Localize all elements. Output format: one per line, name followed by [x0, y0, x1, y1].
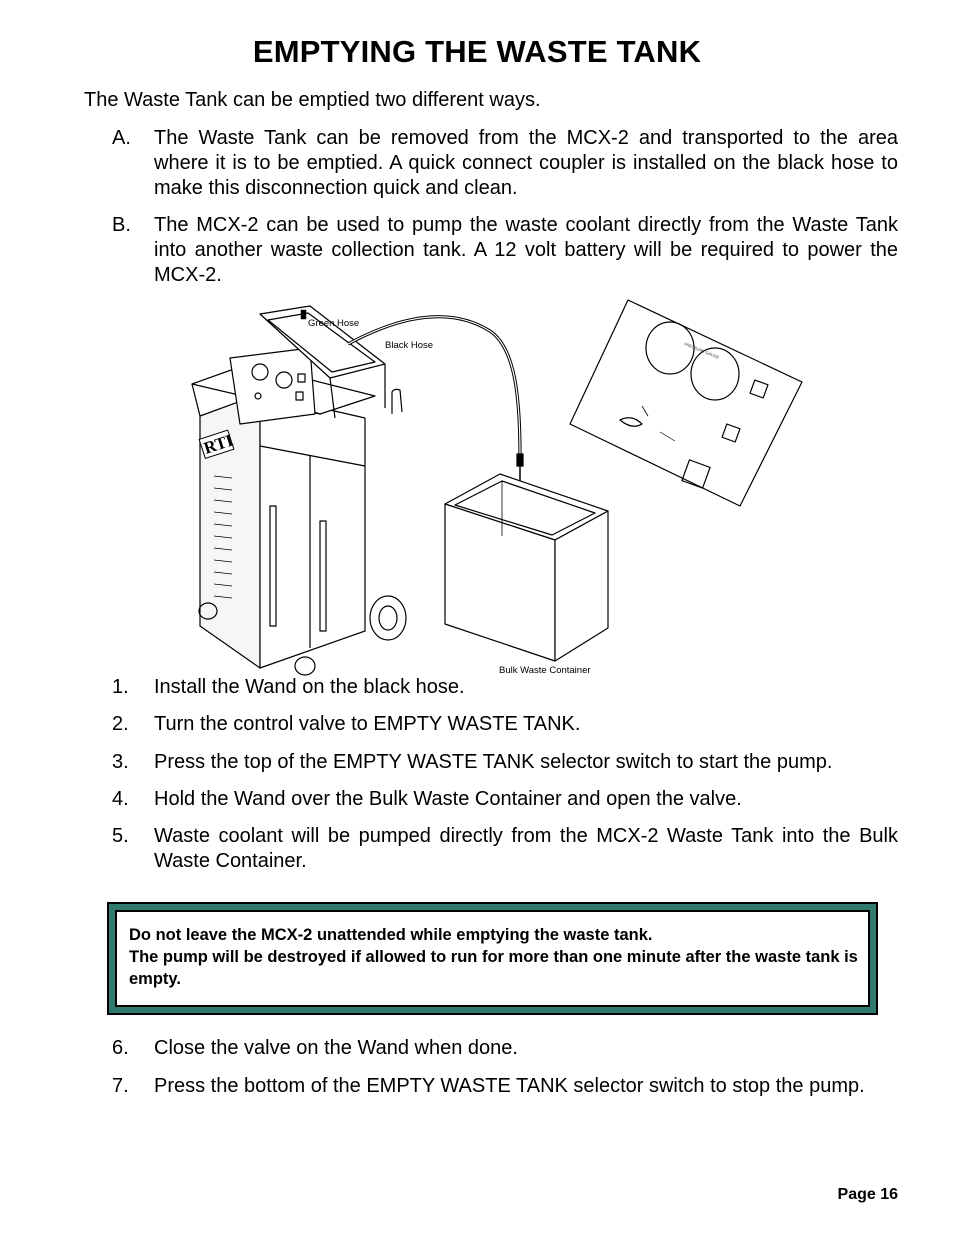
- equipment-illustration: [170, 296, 810, 686]
- page-title: EMPTYING THE WASTE TANK: [252, 34, 702, 69]
- step-text: Close the valve on the Wand when done.: [154, 1037, 518, 1059]
- list-marker: B.: [112, 214, 131, 236]
- list-marker: 4.: [112, 788, 129, 810]
- step-text: Install the Wand on the black hose.: [154, 676, 465, 698]
- step-text: Hold the Wand over the Bulk Waste Container and open the valve.: [154, 788, 742, 810]
- list-marker: 1.: [112, 676, 129, 698]
- method-a: [112, 126, 898, 201]
- step-2: [112, 712, 898, 737]
- step-text: Press the top of the EMPTY WASTE TANK selector switch to start the pump.: [154, 751, 833, 773]
- list-marker: 6.: [112, 1037, 129, 1059]
- label-bulk-waste-container: Bulk Waste Container: [499, 665, 591, 676]
- warning-content: [115, 910, 870, 1007]
- label-green-hose: Green Hose: [308, 318, 360, 329]
- list-marker: 7.: [112, 1075, 129, 1097]
- step-text: Turn the control valve to EMPTY WASTE TANK.: [154, 713, 581, 735]
- step-6: [112, 1036, 898, 1061]
- list-marker: A.: [112, 127, 131, 149]
- control-panel-detail: [570, 300, 802, 506]
- list-marker: 3.: [112, 751, 129, 773]
- step-text: Waste coolant will be pumped directly from the MCX-2 Waste Tank into the Bulk Waste Container.: [154, 825, 898, 872]
- warning-box: [107, 902, 878, 1015]
- black-hose: [348, 317, 520, 456]
- step-5: [112, 824, 898, 874]
- warning-line-2: The pump will be destroyed if allowed to run for more than one minute after the waste tank is empty.: [129, 948, 858, 988]
- step-7: [112, 1074, 898, 1099]
- step-4: [112, 787, 898, 812]
- step-text: Press the bottom of the EMPTY WASTE TANK selector switch to stop the pump.: [154, 1075, 865, 1097]
- intro-text: The Waste Tank can be emptied two different ways.: [84, 89, 541, 111]
- page-number: Page 16: [837, 1186, 898, 1203]
- method-text: The MCX-2 can be used to pump the waste coolant directly from the Waste Tank into another waste collection tank. A 12 volt battery will be required to power the MCX-2.: [154, 214, 898, 286]
- rti-logo: RTI: [201, 430, 236, 458]
- label-black-hose: Black Hose: [385, 340, 434, 351]
- list-marker: 2.: [112, 713, 129, 735]
- machine-wheel: [370, 596, 406, 640]
- method-b: [112, 213, 898, 288]
- step-1: [112, 675, 898, 700]
- method-text: The Waste Tank can be removed from the MCX-2 and transported to the area where it is to be emptied. A quick connect coupler is installed on the black hose to make this disconnection quick and clean.: [154, 127, 898, 199]
- warning-line-1: Do not leave the MCX-2 unattended while emptying the waste tank.: [129, 926, 653, 944]
- step-3: [112, 750, 898, 775]
- svg-text:PRESSURE GAUGE: PRESSURE GAUGE: [683, 341, 721, 360]
- list-marker: 5.: [112, 825, 129, 847]
- machine-control-panel: [230, 348, 315, 424]
